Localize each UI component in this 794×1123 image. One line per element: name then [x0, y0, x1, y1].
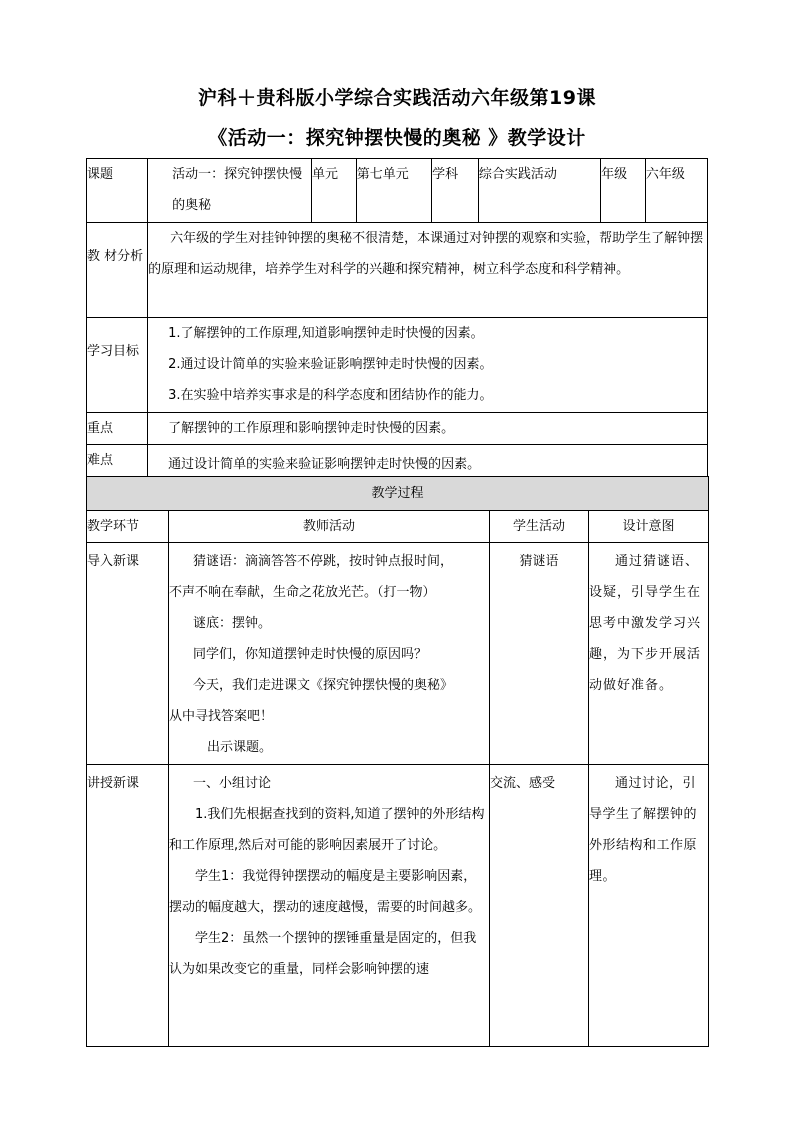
- unit-value: 第七单元: [356, 159, 431, 223]
- key-point-text: 了解摆钟的工作原理和影响摆钟走时快慢的因素。: [148, 413, 708, 445]
- teacher-line: 一、小组讨论: [193, 776, 272, 791]
- teacher-line: 学生2：虽然一个摆钟的摆锤重量是固定的，但我认为如果改变它的重量，同样会影响钟摆的速: [169, 931, 477, 977]
- design-intent-cell: 通过讨论，引导学生了解摆钟的外形结构和工作原理。: [589, 765, 709, 1047]
- key-point-label: 重点: [87, 413, 148, 445]
- design-intent-cell: 通过猜谜语、设疑，引导学生在思考中激发学习兴趣，为下步开展活动做好准备。: [589, 543, 709, 765]
- analysis-label: 教 材分析: [87, 223, 148, 318]
- subject-label: 学科: [432, 159, 479, 223]
- grade-label: 年级: [601, 159, 646, 223]
- column-header-teacher: 教师活动: [169, 511, 490, 543]
- stage-cell: 导入新课: [87, 543, 169, 765]
- difficulty-text: 通过设计简单的实验来验证影响摆钟走时快慢的因素。: [148, 445, 708, 481]
- column-header-intent: 设计意图: [589, 511, 709, 543]
- process-row: [87, 543, 709, 765]
- difficulty-label: 难点: [87, 445, 148, 481]
- teacher-activity-cell: [169, 765, 490, 1047]
- objectives-row: [87, 318, 708, 413]
- topic-value: 活动一：探究钟摆快慢的奥秘: [148, 159, 312, 223]
- topic-label: 课题: [87, 159, 148, 223]
- objective-item: 1.了解摆钟的工作原理,知道影响摆钟走时快慢的因素。: [168, 326, 484, 341]
- column-header-stage: 教学环节: [87, 511, 169, 543]
- teacher-line: 今天，我们走进课文《探究钟摆快慢的奥秘》: [193, 678, 454, 693]
- grade-value: 六年级: [645, 159, 707, 223]
- teacher-line: 从中寻找答案吧！: [169, 709, 274, 724]
- objective-item: 3.在实验中培养实事求是的科学态度和团结协作的能力。: [168, 388, 493, 403]
- objective-item: 2.通过设计简单的实验来验证影响摆钟走时快慢的因素。: [168, 357, 493, 372]
- process-columns-row: [87, 511, 709, 543]
- process-row: [87, 765, 709, 1047]
- teacher-line: 谜底：摆钟。: [193, 616, 272, 631]
- objectives-list: [148, 318, 708, 413]
- student-activity-cell: 猜谜语: [490, 543, 589, 765]
- teacher-line: 不声不响在奉献，生命之花放光芒。（打一物）: [169, 585, 436, 600]
- document-title: 沪科＋贵科版小学综合实践活动六年级第19课: [198, 87, 596, 109]
- analysis-row: [87, 223, 708, 318]
- teacher-activity-cell: [169, 543, 490, 765]
- teacher-line: 学生1：我觉得钟摆摆动的幅度是主要影响因素，摆动的幅度越大，摆动的速度越慢，需要的时间越多。: [169, 869, 482, 915]
- stage-cell: 讲授新课: [87, 765, 169, 1047]
- document-subtitle: 《活动一：探究钟摆快慢的奥秘 》教学设计: [208, 127, 586, 149]
- process-header-row: [87, 477, 709, 511]
- teacher-line: 出示课题。: [207, 740, 273, 755]
- teacher-line: 猜谜语：滴滴答答不停跳，按时钟点报时间，: [193, 554, 454, 569]
- info-table: [86, 158, 708, 481]
- analysis-text: 六年级的学生对挂钟钟摆的奥秘不很清楚，本课通过对钟摆的观察和实验，帮助学生了解钟摆的原理和运动规律，培养学生对科学的兴趣和探究精神，树立科学态度和科学精神。: [148, 223, 708, 318]
- teacher-line: 1.我们先根据查找到的资料,知道了摆钟的外形结构和工作原理,然后对可能的影响因素展开了讨论。: [169, 807, 485, 853]
- unit-label: 单元: [311, 159, 356, 223]
- key-point-row: [87, 413, 708, 445]
- process-header: 教学过程: [87, 477, 709, 511]
- topic-row: [87, 159, 708, 223]
- column-header-student: 学生活动: [490, 511, 589, 543]
- teacher-line: 同学们，你知道摆钟走时快慢的原因吗？: [193, 647, 428, 662]
- subject-value: 综合实践活动: [478, 159, 600, 223]
- student-activity-cell: 交流、感受: [490, 765, 589, 1047]
- objectives-label: 学习目标: [87, 318, 148, 413]
- process-table: [86, 476, 709, 1047]
